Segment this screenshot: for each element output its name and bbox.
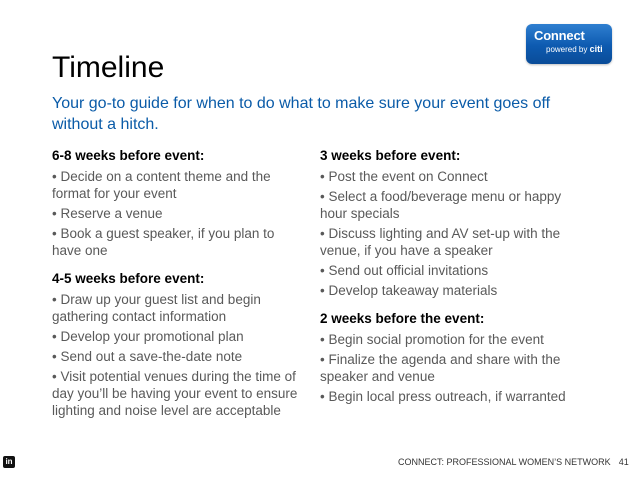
list-item: • Draw up your guest list and begin gathering contact information [52, 292, 261, 324]
list-item: • Decide on a content theme and the format for your event [52, 169, 271, 201]
list-item: • Send out official invitations [320, 263, 489, 278]
list-item: • Discuss lighting and AV set-up with the venue, if you have a speaker [320, 226, 561, 258]
section-heading: 3 weeks before event: [320, 148, 461, 163]
list-item: • Post the event on Connect [320, 169, 488, 184]
right-column [320, 147, 570, 416]
left-column [52, 147, 302, 430]
section-heading: 2 weeks before the event: [320, 311, 485, 326]
task-list [320, 331, 570, 405]
section-heading: 4-5 weeks before event: [52, 271, 205, 286]
list-item: • Book a guest speaker, if you plan to have one [52, 226, 275, 258]
task-list [52, 291, 302, 419]
list-item: • Begin social promotion for the event [320, 332, 544, 347]
list-item: • Finalize the agenda and share with the speaker and venue [320, 352, 561, 384]
page-subtitle: Your go-to guide for when to do what to make sure your event goes off without a hitch. [52, 95, 551, 133]
page-number: 41 [618, 457, 629, 467]
connect-citi-logo [526, 24, 612, 64]
task-list [52, 168, 302, 259]
timeline-section-6-8-weeks [52, 147, 302, 259]
footer [398, 457, 629, 468]
page-title: Timeline [52, 51, 165, 84]
footer-text: CONNECT: PROFESSIONAL WOMEN’S NETWORK [398, 457, 611, 467]
list-item: • Select a food/beverage menu or happy hour specials [320, 189, 562, 221]
list-item: • Reserve a venue [52, 206, 163, 221]
logo-powered-by: powered by [546, 45, 588, 54]
list-item: • Develop takeaway materials [320, 283, 498, 298]
timeline-section-3-weeks [320, 147, 570, 299]
list-item: • Send out a save-the-date note [52, 349, 243, 364]
list-item: • Develop your promotional plan [52, 329, 244, 344]
timeline-section-4-5-weeks [52, 270, 302, 419]
logo-title: Connect [534, 28, 585, 43]
timeline-section-2-weeks [320, 310, 570, 405]
logo-subtitle [534, 44, 606, 55]
task-list [320, 168, 570, 299]
section-heading: 6-8 weeks before event: [52, 148, 205, 163]
list-item: • Visit potential venues during the time of day you’ll be having your event to ensure lighting and noise level are acceptable [52, 369, 298, 418]
logo-brand: citi [589, 44, 603, 54]
linkedin-icon[interactable]: in [3, 456, 15, 468]
list-item: • Begin local press outreach, if warranted [320, 389, 566, 404]
